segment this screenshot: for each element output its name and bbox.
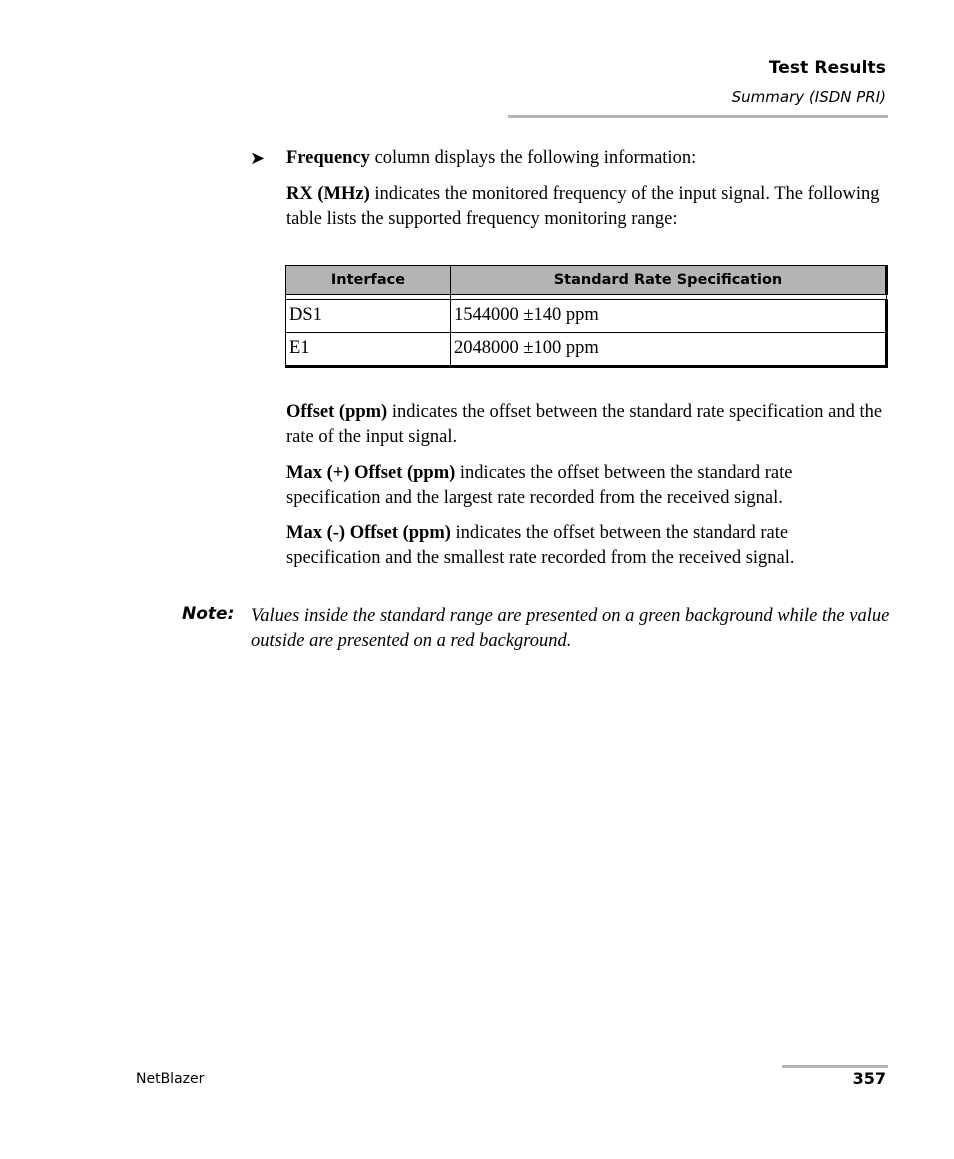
max-plus-paragraph bbox=[286, 461, 886, 511]
max-minus-text: indicates the offset between the standard rate specification and the smallest rate recorded from the received signal. bbox=[286, 523, 795, 568]
frequency-text: column displays the following information: bbox=[369, 148, 697, 168]
offset-text: indicates the offset between the standard rate specification and the rate of the input signal. bbox=[286, 402, 883, 447]
offset-paragraph bbox=[286, 400, 886, 450]
rx-term: RX (MHz) bbox=[286, 184, 370, 204]
cell-rate: 1544000 ±140 ppm bbox=[451, 300, 887, 333]
cell-interface: E1 bbox=[286, 333, 451, 367]
page-number: 357 bbox=[852, 1069, 886, 1088]
header-rule bbox=[508, 115, 888, 118]
offset-term: Offset (ppm) bbox=[286, 402, 388, 422]
note-text: Values inside the standard range are presented on a green background while the value outside are presented on a red background. bbox=[251, 606, 890, 651]
cell-interface: DS1 bbox=[286, 300, 451, 333]
footer-rule bbox=[782, 1065, 888, 1068]
table-row bbox=[286, 333, 887, 367]
header-interface: Interface bbox=[286, 266, 451, 295]
section-title: Test Results bbox=[768, 58, 886, 78]
max-plus-text: indicates the offset between the standard rate specification and the largest rate recorded from the received signal. bbox=[286, 463, 793, 508]
max-minus-paragraph bbox=[286, 521, 886, 571]
note-label: Note: bbox=[182, 604, 235, 624]
table-header-row bbox=[286, 266, 887, 295]
rx-text: indicates the monitored frequency of the input signal. The following table lists the supported frequency monitoring range: bbox=[286, 184, 880, 229]
bullet-arrow-icon: ➤ bbox=[250, 148, 266, 168]
max-minus-term: Max (-) Offset (ppm) bbox=[286, 523, 451, 543]
section-subtitle: Summary (ISDN PRI) bbox=[731, 88, 886, 106]
max-plus-term: Max (+) Offset (ppm) bbox=[286, 463, 456, 483]
frequency-paragraph bbox=[286, 146, 886, 171]
frequency-term: Frequency bbox=[286, 148, 370, 168]
frequency-range-table bbox=[285, 265, 888, 368]
header-standard-rate: Standard Rate Specification bbox=[451, 266, 887, 295]
product-name: NetBlazer bbox=[136, 1071, 205, 1087]
table-row bbox=[286, 300, 887, 333]
rx-paragraph bbox=[286, 182, 886, 232]
cell-rate: 2048000 ±100 ppm bbox=[451, 333, 887, 367]
